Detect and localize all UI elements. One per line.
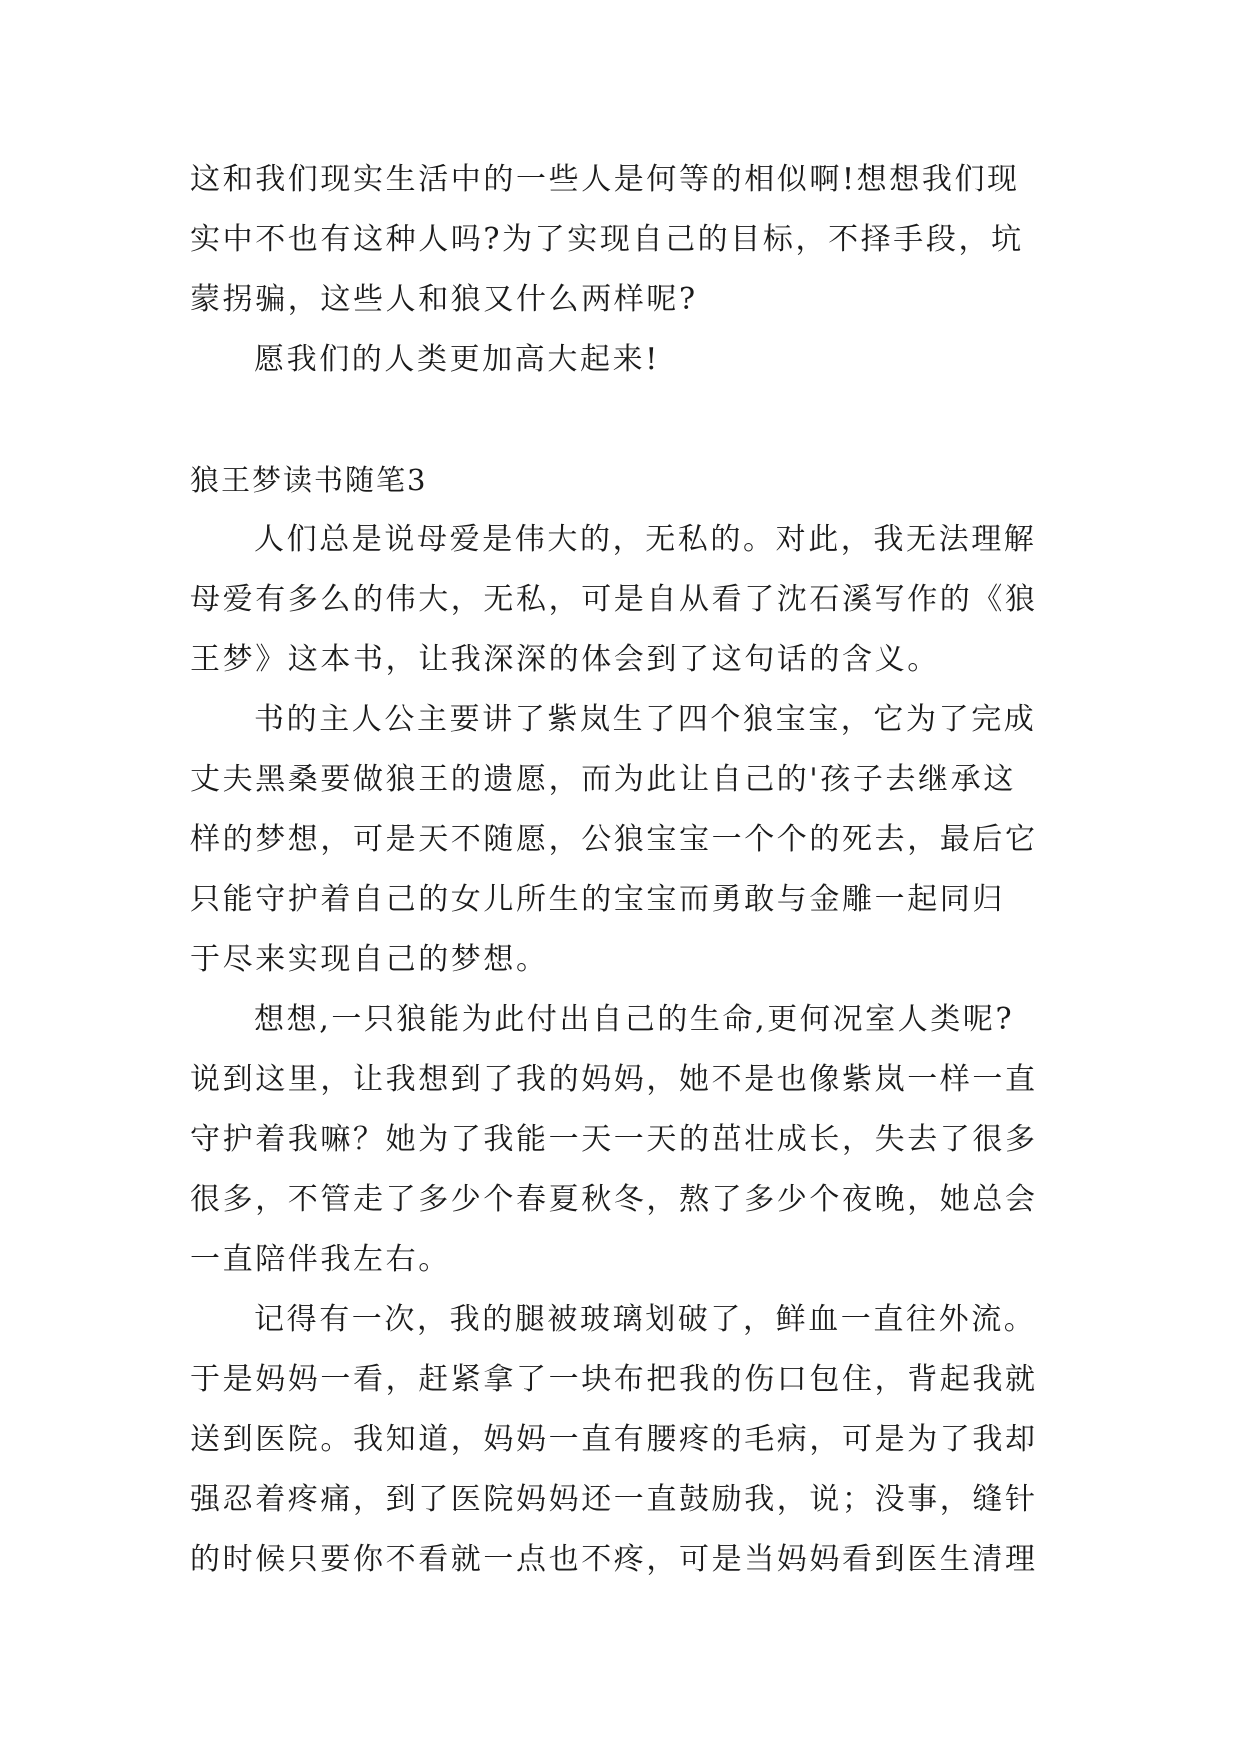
text-line: 母爱有多么的伟大，无私，可是自从看了沈石溪写作的《狼 xyxy=(190,582,1038,617)
paragraph-group-1 xyxy=(190,150,1052,390)
text-line: 送到医院。我知道，妈妈一直有腰疼的毛病，可是为了我却 xyxy=(190,1422,1038,1457)
text-line: 很多，不管走了多少个春夏秋冬，熬了多少个夜晚，她总会 xyxy=(190,1182,1038,1217)
text-line: 王梦》这本书，让我深深的体会到了这句话的含义。 xyxy=(190,642,940,677)
text-line: 人们总是说母爱是伟大的，无私的。对此，我无法理解 xyxy=(254,522,1037,557)
text-line: 丈夫黑桑要做狼王的遗愿，而为此让自己的'孩子去继承这 xyxy=(190,762,1016,797)
text-line: 强忍着疼痛，到了医院妈妈还一直鼓励我，说；没事，缝针 xyxy=(190,1482,1038,1517)
text-line: 说到这里，让我想到了我的妈妈，她不是也像紫岚一样一直 xyxy=(190,1062,1038,1097)
text-line: 实中不也有这种人吗?为了实现自己的目标，不择手段，坑 xyxy=(190,222,1024,257)
text-line: 样的梦想，可是天不随愿，公狼宝宝一个个的死去，最后它 xyxy=(190,822,1038,857)
text-line: 书的主人公主要讲了紫岚生了四个狼宝宝，它为了完成 xyxy=(254,702,1037,737)
text-line: 愿我们的人类更加高大起来! xyxy=(254,342,660,377)
text-line: 只能守护着自己的女儿所生的宝宝而勇敢与金雕一起同归 xyxy=(190,882,1005,917)
text-line: 于是妈妈一看，赶紧拿了一块布把我的伤口包住，背起我就 xyxy=(190,1362,1038,1397)
text-line: 守护着我嘛？她为了我能一天一天的茁壮成长，失去了很多 xyxy=(190,1122,1038,1157)
text-line: 蒙拐骗，这些人和狼又什么两样呢? xyxy=(190,282,698,317)
text-line: 想想,一只狼能为此付出自己的生命,更何况室人类呢? xyxy=(254,1002,1015,1037)
text-line: 记得有一次，我的腿被玻璃划破了，鲜血一直往外流。 xyxy=(254,1302,1037,1337)
text-line: 一直陪伴我左右。 xyxy=(190,1242,451,1277)
text-line: 这和我们现实生活中的一些人是何等的相似啊!想想我们现 xyxy=(190,162,1020,197)
paragraph-group-2 xyxy=(190,510,1052,1590)
text-line: 的时候只要你不看就一点也不疼，可是当妈妈看到医生清理 xyxy=(190,1542,1038,1577)
text-line: 于尽来实现自己的梦想。 xyxy=(190,942,549,977)
section-heading: 狼王梦读书随笔3 xyxy=(190,463,428,497)
